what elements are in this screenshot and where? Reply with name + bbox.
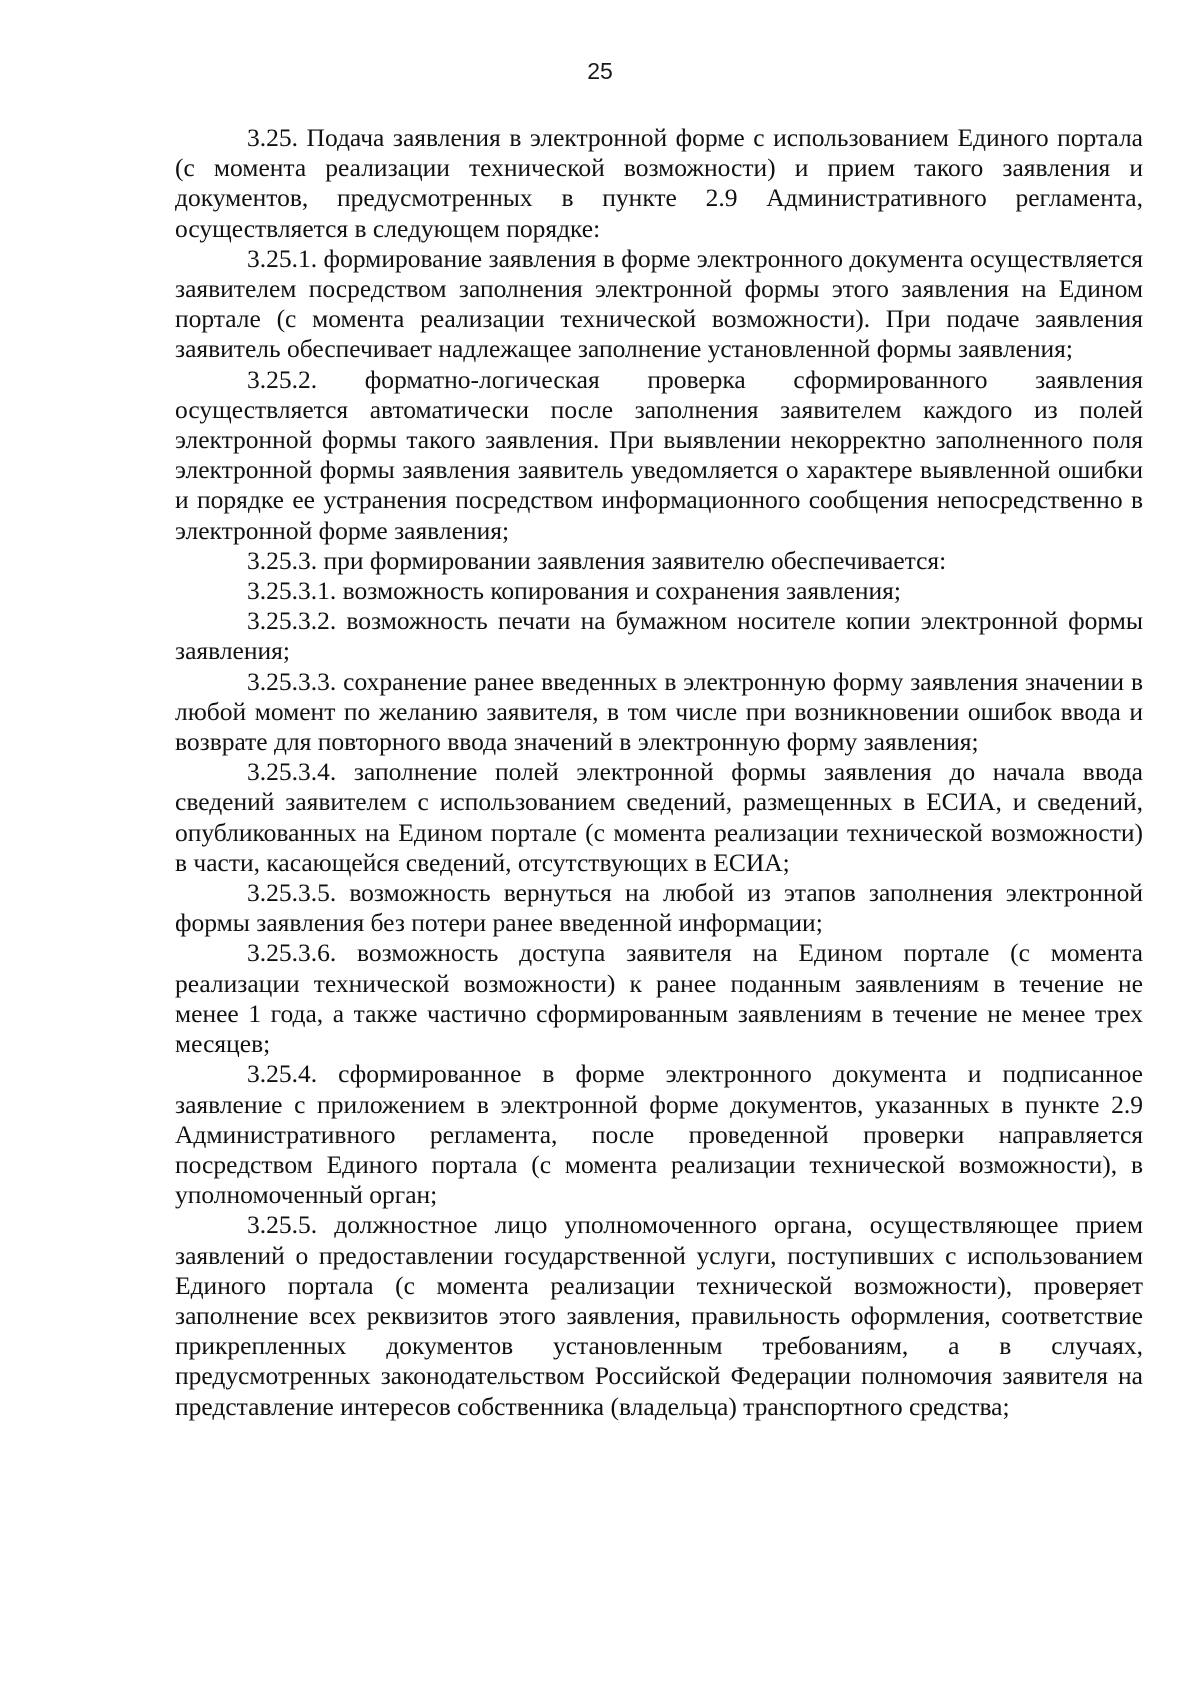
- paragraph-3-25-3: 3.25.3. при формировании заявления заявителю обеспечивается:: [247, 545, 947, 575]
- paragraph-3-25-4: 3.25.4. сформированное в форме электронного документа и подписанное заявление с приложением в электронной форме документов, указанных в пункте 2.9 Административного регламента, после проведенной проверки направляется посредством Единого портала (с момента реализации технической возможности), в уполномоченный орган;: [175, 1059, 1143, 1210]
- paragraph-3-25-5: 3.25.5. должностное лицо уполномоченного органа, осуществляющее прием заявлений о предоставлении государственной услуги, поступивших с использованием Единого портала (с момента реализации технической возможности), проверяет заполнение всех реквизитов этого заявления, правильность оформления, соответствие прикрепленных документов установленным требованиям, а в случаях, предусмотренных законодательством Российской Федерации полномочия заявителя на представление интересов собственника (владельца) транспортного средства;: [175, 1210, 1143, 1421]
- paragraph-3-25-3-3: 3.25.3.3. сохранение ранее введенных в электронную форму заявления значении в любой момент по желанию заявителя, в том числе при возникновении ошибок ввода и возврате для повторного ввода значений в электронную форму заявления;: [175, 666, 1143, 757]
- paragraph-3-25-1: 3.25.1. формирование заявления в форме электронного документа осуществляется заявителем посредством заполнения электронной формы этого заявления на Едином портале (с момента реализации технической возможности). При подаче заявления заявитель обеспечивает надлежащее заполнение установленной формы заявления;: [175, 243, 1143, 364]
- document-body: [175, 123, 1143, 1422]
- paragraph-3-25-3-2: 3.25.3.2. возможность печати на бумажном носителе копии электронной формы заявления;: [175, 606, 1143, 666]
- paragraph-3-25-3-4: 3.25.3.4. заполнение полей электронной формы заявления до начала ввода сведений заявителем с использованием сведений, размещенных в ЕСИА, и сведений, опубликованных на Едином портале (с момента реализации технической возможности) в части, касающейся сведений, отсутствующих в ЕСИА;: [175, 757, 1143, 877]
- paragraph-3-25: 3.25. Подача заявления в электронной форме с использованием Единого портала (с момента реализации технической возможности) и прием такого заявления и документов, предусмотренных в пункте 2.9 Административного регламента, осуществляется в следующем порядке:: [175, 123, 1143, 243]
- paragraph-3-25-3-1: 3.25.3.1. возможность копирования и сохранения заявления;: [247, 576, 901, 606]
- page-number: 25: [587, 58, 613, 84]
- paragraph-3-25-3-6: 3.25.3.6. возможность доступа заявителя на Едином портале (с момента реализации технической возможности) к ранее поданным заявлениям в течение не менее 1 года, а также частично сформированным заявлениям в течение не менее трех месяцев;: [175, 938, 1143, 1059]
- paragraph-3-25-3-5: 3.25.3.5. возможность вернуться на любой из этапов заполнения электронной формы заявления без потери ранее введенной информации;: [175, 878, 1143, 938]
- paragraph-3-25-2: 3.25.2. форматно-логическая проверка сформированного заявления осуществляется автоматически после заполнения заявителем каждого из полей электронной формы такого заявления. При выявлении некорректно заполненного поля электронной формы заявления заявитель уведомляется о характере выявленной ошибки и порядке ее устранения посредством информационного сообщения непосредственно в электронной форме заявления;: [175, 364, 1143, 545]
